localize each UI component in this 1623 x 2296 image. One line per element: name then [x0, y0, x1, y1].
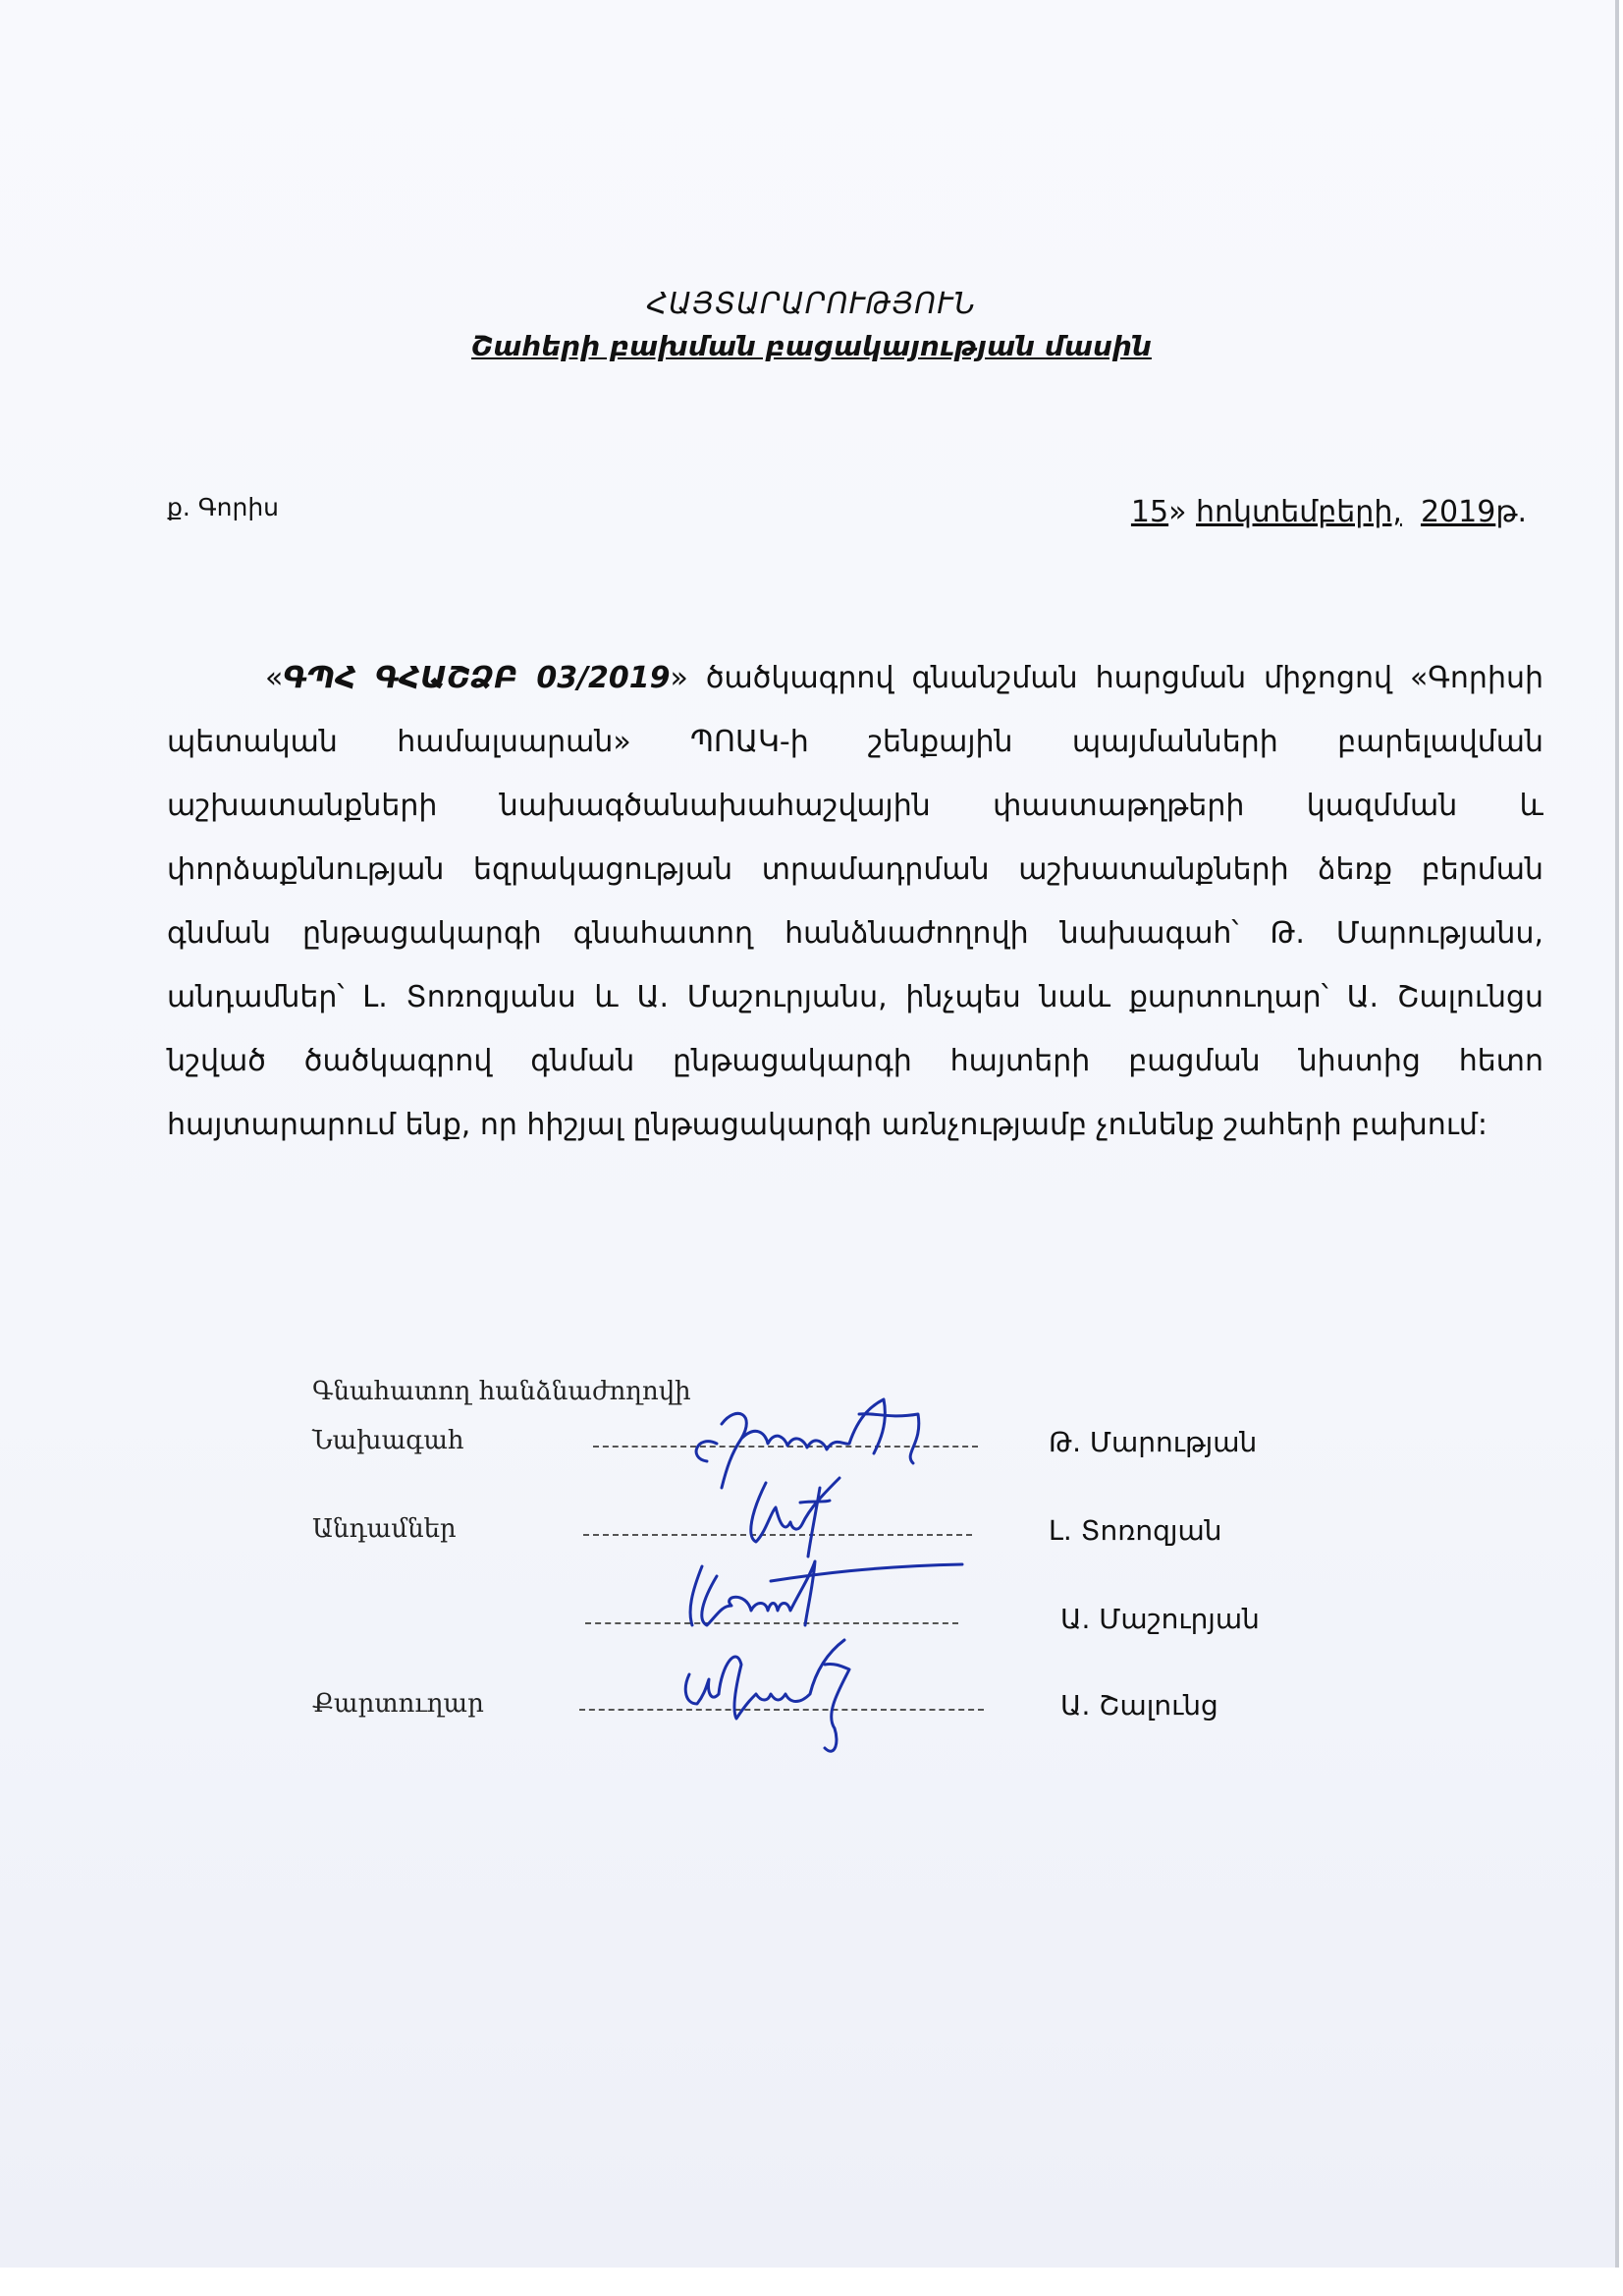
open-quote: «: [265, 661, 284, 695]
document-date: [1131, 495, 1527, 529]
city-label: ք. Գորիս: [167, 493, 280, 521]
date-day: 15: [1130, 495, 1169, 529]
sig-name-member-1: Լ. Տոռոզյան: [1049, 1514, 1222, 1547]
procurement-code: ԳՊՀ ԳՀԱՇՁԲ 03/2019: [283, 661, 671, 695]
signature-member-1: [731, 1473, 869, 1561]
sig-role-chairman: Նախագահ: [312, 1426, 464, 1455]
document-subtitle: Շահերի բախման բացակայության մասին: [471, 330, 1152, 362]
sig-role-secretary: Քարտուղար: [312, 1689, 484, 1719]
sig-role-members: Անդամներ: [312, 1514, 457, 1544]
date-month: հոկտեմբերի,: [1196, 495, 1402, 529]
sig-name-member-2: Ա. Մաշուրյան: [1060, 1603, 1260, 1635]
signature-secretary: [677, 1635, 893, 1763]
date-year: 2019: [1420, 495, 1496, 529]
declaration-body: [167, 646, 1543, 1157]
document-title: ՀԱՅՏԱՐԱՐՈՒԹՅՈՒՆ: [646, 287, 977, 321]
date-year-suffix: թ.: [1495, 495, 1527, 529]
declaration-text: » ծածկագրով գնանշման հարցման միջոցով «Գորիսի պետական համալսարան» ՊՈԱԿ-ի շենքային պայմանների բարելավման աշխատանքների նախագծանախահաշվային փաստաթղթերի կազմման և փորձաքննության եզրակացության տրամադրման աշխատանքների ձեռք բերման գնման ընթացակարգի գնահատող հանձնաժողովի նախագահ՝ Թ. Մարությանս, անդամներ՝ Լ. Տոռոզյանս և Ա. Մաշուրյանս, ինչպես նաև քարտուղար՝ Ա. Շալունցս նշված ծածկագրով գնման ընթացակարգի հայտերի բացման նիստից հետո հայտարարում ենք, որ հիշյալ ընթացակարգի առնչությամբ չունենք շահերի բախում:: [167, 661, 1543, 1142]
sig-name-secretary: Ա. Շալունց: [1060, 1689, 1218, 1722]
date-day-suffix: »: [1168, 495, 1196, 529]
committee-label: Գնահատող հանձնաժողովի: [312, 1377, 691, 1406]
signature-member-2: [677, 1557, 972, 1645]
sig-name-chairman: Թ. Մարության: [1049, 1426, 1258, 1458]
